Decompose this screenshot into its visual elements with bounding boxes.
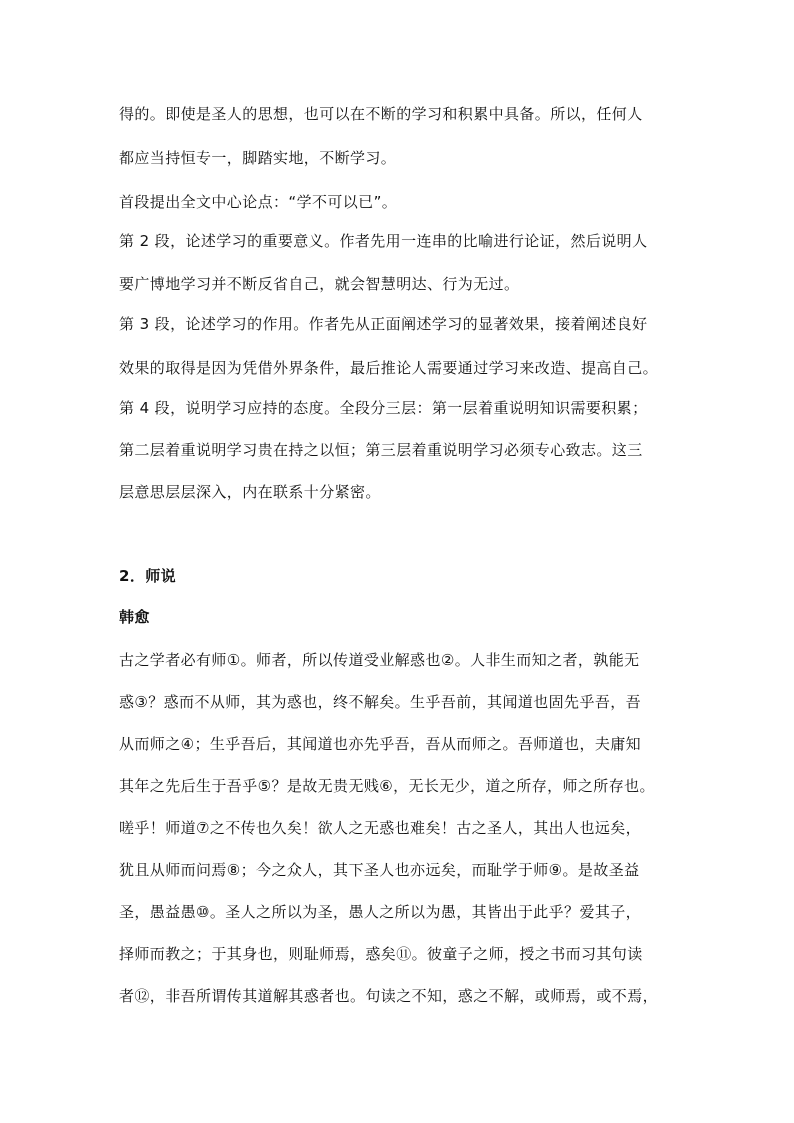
body-line: 其年之先后生于吾乎⑤？是故无贵无贱⑥，无长无少，道之所存，师之所存也。 xyxy=(119,777,655,795)
body-line: 犹且从师而问焉⑧；今之众人，其下圣人也亦远矣，而耻学于师⑨。是故圣益 xyxy=(119,861,640,879)
paragraph-line: 要广博地学习并不断反省自己，就会智慧明达、行为无过。 xyxy=(119,275,520,293)
paragraph-line: 都应当持恒专一，脚踏实地，不断学习。 xyxy=(119,149,397,167)
paragraph-line: 得的。即使是圣人的思想，也可以在不断的学习和积累中具备。所以，任何人 xyxy=(119,105,643,123)
paragraph-line: 第 3 段，论述学习的作用。作者先从正面阐述学习的显著效果，接着阐述良好 xyxy=(119,315,648,333)
paragraph-line: 首段提出全文中心论点：“学不可以已”。 xyxy=(119,193,398,211)
body-line: 择师而教之；于其身也，则耻师焉，惑矣⑪。彼童子之师，授之书而习其句读 xyxy=(119,945,643,963)
author-name: 韩愈 xyxy=(119,608,150,626)
body-line: 古之学者必有师①。师者，所以传道受业解惑也②。人非生而知之者，孰能无 xyxy=(119,651,640,669)
paragraph-line: 第二层着重说明学习贵在持之以恒；第三层着重说明学习必须专心致志。这三 xyxy=(119,441,643,459)
body-line: 者⑫，非吾所谓传其道解其惑者也。句读之不知，惑之不解，或师焉，或不焉， xyxy=(119,987,659,1005)
paragraph-line: 效果的取得是因为凭借外界条件，最后推论人需要通过学习来改造、提高自己。 xyxy=(119,359,659,377)
paragraph-line: 层意思层层深入，内在联系十分紧密。 xyxy=(119,483,381,501)
body-line: 惑③？惑而不从师，其为惑也，终不解矣。生乎吾前，其闻道也固先乎吾，吾 xyxy=(119,693,642,711)
body-line: 从而师之④；生乎吾后，其闻道也亦先乎吾，吾从而师之。吾师道也，夫庸知 xyxy=(119,735,642,753)
body-line: 圣，愚益愚⑩。圣人之所以为圣，愚人之所以为愚，其皆出于此乎？爱其子， xyxy=(119,903,642,921)
paragraph-line: 第 2 段，论述学习的重要意义。作者先用一连串的比喻进行论证，然后说明人 xyxy=(119,232,648,250)
paragraph-line: 第 4 段，说明学习应持的态度。全段分三层：第一层着重说明知识需要积累； xyxy=(119,399,648,417)
body-line: 嗟乎！师道⑦之不传也久矣！欲人之无惑也难矣！古之圣人，其出人也远矣， xyxy=(119,819,642,837)
section-title: 2．师说 xyxy=(119,567,177,585)
